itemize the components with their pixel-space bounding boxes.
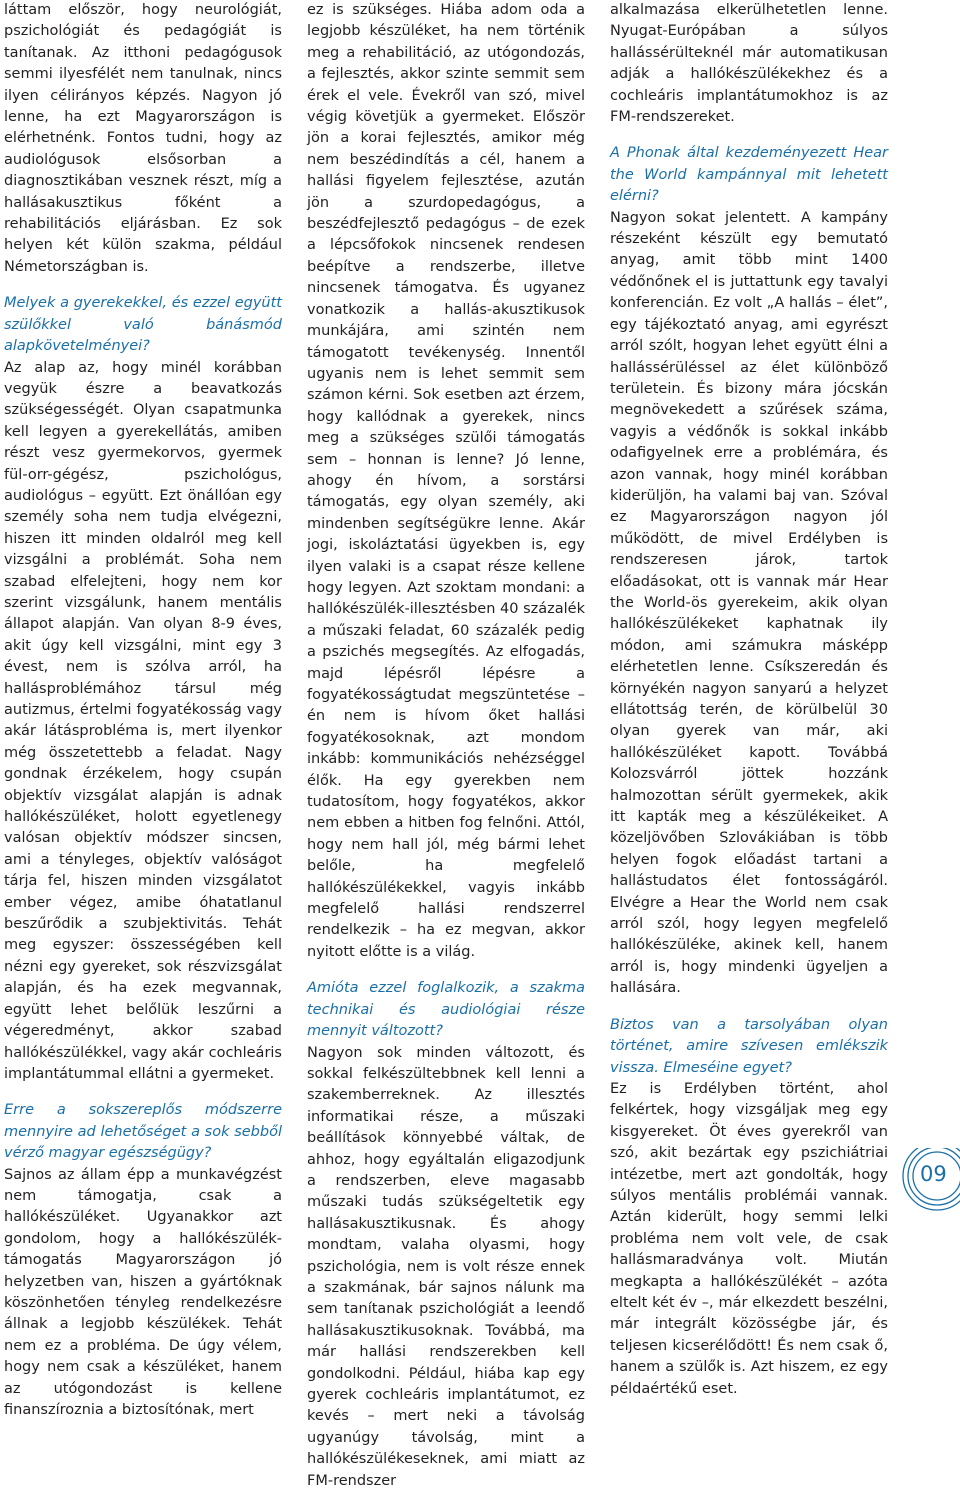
body-paragraph: Nagyon sokat jelentett. A kampány részeként készült egy bemutató anyag, amit több mint 1400 védőnőnek el is juttattunk egy tavalyi konferencián. Ez volt „A hallás – élet”, egy tájékoztató anyag, ami egyrészt arról szólt, hogyan lehet együtt élni a hallássérüléssel az élet különböző területein. És bizony mára jócskán megnövekedett a szűrések száma, vagyis a védőnők is sokkal inkább odafigyelnek erre a problémára, és azon vannak, hogy minél korábban kiderüljön, ha valami baj van. Szóval ez Magyarországon nagyon jól működött, de mivel Erdélyben is rendszeresen járok, tartok előadásokat, ott is vannak már Hear the World-ös gyerekeim, akik olyan hallókészülékeket kaphatnak ily módon, ami számukra másképp elérhetetlen lenne. Csíkszeredán és környékén nagyon sanyarú a helyzet ellátottság terén, de körülbelül 30 olyan gyerek van már, aki hallókészüléket kapott. Továbbá Kolozsvárról jöttek hozzánk halmozottan sérült gyermekek, akik itt kapták meg a készülékeiket. A közeljövőben Szlovákiában is több helyen fogok előadást tartani a hallástudatos élet fontosságáról. Elvégre a Hear the World nem csak arról szól, hogy legyen megfelelő hallókészüléke, akinek kell, hanem arról is, hogy mindenki ügyeljen a hallására.: [610, 208, 888, 1000]
text-column-1: [4, 0, 282, 1421]
body-paragraph: alkalmazása elkerülhetetlen lenne. Nyugat-Európában a súlyos hallássérülteknél már automatikusan adják a hallókészülékekhez és a cochleáris implantátumokhoz is az FM-rendszereket.: [610, 0, 888, 128]
interview-question: Melyek a gyerekekkel, és ezzel együtt szülőkkel való bánásmód alapkövetelményei?: [4, 293, 282, 357]
body-paragraph: Nagyon sok minden változott, és sokkal felkészültebbnek kell lenni a szakemberreknek. Az illesztés informatikai része, a műszaki beállítások könnyebbé váltak, de ahhoz, hogy egyáltalán eligazodjunk a rendszerben, eleve magasabb műszaki tudás szükségeltetik egy hallásakusztikusnak. És ahogy mondtam, valaha olyasmi, hogy pszichológia, nem is volt része ennek a szakmának, bár sajnos nálunk ma sem tanítanak pszichológiát a leendő hallásakusztikusoknak. Továbbá, ma már hallási rendszerekben kell gondolkodni. Például, hiába kap egy gyerek cochleáris implantátumot, ez kevés – mert neki a távolság ugyanúgy távolság, mint a hallókészülékeseknek, ami miatt az FM-rendszer: [307, 1043, 585, 1492]
body-paragraph: láttam először, hogy neurológiát, pszichológiát és pedagógiát is tanítanak. Az itthoni pedagógusok semmi ilyesfélét nem tanulnak, nincs ilyen célirányos képzés. Nagyon jó lenne, ha ezt Magyarországon is elérhetnénk. Fontos tudni, hogy az audiológusok elsősorban a diagnosztikában vesznek részt, míg a hallásakusztikus főként a rehabilitációs eljárásban. Ez sok helyen két külön szakma, például Németországban is.: [4, 0, 282, 278]
interview-question: A Phonak által kezdeményezett Hear the World kampánnyal mit lehetett elérni?: [610, 143, 888, 207]
interview-question: Amióta ezzel foglalkozik, a szakma technikai és audiológiai része mennyit változott?: [307, 978, 585, 1042]
interview-question: Erre a sokszereplős módszerre mennyire ad lehetőséget a sok sebből vérző magyar egészségügy?: [4, 1100, 282, 1164]
body-paragraph: Ez is Erdélyben történt, ahol felkértek, hogy vizsgáljak meg egy kisgyereket. Öt éves gyerekről van szó, akit bezártak egy pszichiátriai intézetbe, mert azt gondolták, hogy súlyos mentális problémái vannak. Aztán kiderült, hogy semmi lelki probléma nem volt vele, de csak hallásmaradványa volt. Miután megkapta a hallókészülékét – azóta eltelt két év –, már elkezdett beszélni, már integrált közösségbe jár, és teljesen kicserélődött! És nem csak ő, hanem a szülők is. Azt hiszem, ez egy példaértékű eset.: [610, 1079, 888, 1400]
interview-question: Biztos van a tarsolyában olyan történet, amire szívesen emlékszik vissza. Elmeséine egyet?: [610, 1015, 888, 1079]
text-column-3: [610, 0, 888, 1400]
page-number: 09: [920, 1162, 947, 1186]
body-paragraph: Sajnos az állam épp a munkavégzést nem támogatja, csak a hallókészüléket. Ugyanakkor azt gondolom, hogy a hallókészülék-támogatás Magyarországon jó helyzetben van, hiszen a gyártóknak köszönhetően tényleg rendelkezésre állnak a legjobb készülékek. Tehát nem ez a probléma. De úgy vélem, hogy nem csak a készüléket, hanem az utógondozást is kellene finanszíroznia a biztosítónak, mert: [4, 1165, 282, 1422]
text-column-2: [307, 0, 585, 1492]
body-paragraph: Az alap az, hogy minél korábban vegyük észre a beavatkozás szükségességét. Olyan csapatmunka kell legyen a gyerekellátás, amiben részt vesz gyermekorvos, gyermek fül-orr-gégész, pszichológus, audiológus – együtt. Ezt önállóan egy személy soha nem tudja elvégezni, hiszen itt minden oldalról meg kell vizsgálni a problémát. Soha nem szabad elfelejteni, hogy nem kor szerint vizsgálunk, hanem mentális állapot alapján. Van olyan 8-9 éves, akit úgy kell vizsgálni, mint egy 3 évest, nem is szólva arról, ha hallásproblémához társul még autizmus, értelmi fogyatékosság vagy akár látásprobléma is, mert ilyenkor még összetettebb a feladat. Nagy gondnak érzékelem, hogy csupán objektív vizsgálat alapján is adnak hallókészüléket, holott egyetlenegy valósan objektív módszer sincsen, ami a tényleges, objektív valóságot tárja fel, hiszen minden vizsgálatot ember végez, amibe óhatatlanul beszűrődik a szubjektivitás. Tehát meg egyszer: összességében kell nézni egy gyereket, sok részvizsgálat alapján, és ha ezek megvannak, együtt lehet belőlük leszűrni a végeredményt, akkor szabad hallókészülékkel, vagy akár cochleáris implantátummal ellátni a gyermeket.: [4, 358, 282, 1086]
body-paragraph: ez is szükséges. Hiába adom oda a legjobb készüléket, ha nem történik meg a rehabilitáció, az utógondozás, a fejlesztés, akkor szinte semmit sem érek el vele. Évekről van szó, mivel végig követjük a gyermeket. Először jön a korai fejlesztés, amikor még nem beszédindítás a cél, hanem a hallási figyelem fejlesztése, azután jön a szurdopedagógus, a beszédfejlesztő pedagógus – de ezek a lépcsőfokok nincsenek rendesen beépítve a rendszerbe, illetve nincsenek támogatva. És ugyanez vonatkozik a hallás-akusztikusok munkájára, ami szintén nem támogatott tevékenység. Innentől ugyanis nem is lehet semmit sem számon kérni. Sok esetben azt érzem, hogy kallódnak a gyerekek, nincs meg a szükséges szülői támogatás sem – honnan is lenne? Jó lenne, ahogy én hívom, a sorstársi támogatás, egy olyan személy, aki mindenben segítségükre lenne. Akár jogi, iskoláztatási ügyekben is, egy ilyen valaki is a csapat része kellene hogy legyen. Azt szoktam mondani: a hallókészülék-illesztésben 40 százalék a műszaki feladat, 60 százalék pedig a pszichés megsegítés. Az elfogadás, majd lépésről lépésre a fogyatékosságtudat megszüntetése – én nem is hívom őket hallási fogyatékosoknak, azt mondom inkább: kommunikációs nehézséggel élők. Ha egy gyerekben nem tudatosítom, hogy fogyatékos, akkor nem ebben a hitben fog felnőni. Attól, hogy nem hall jól, még bármi lehet belőle, ha megfelelő hallókészülékekkel, vagyis inkább megfelelő hallási rendszerrel rendelkezik – ha ez megvan, akkor nyitott előtte is a világ.: [307, 0, 585, 963]
page-number-badge: [902, 1148, 960, 1218]
